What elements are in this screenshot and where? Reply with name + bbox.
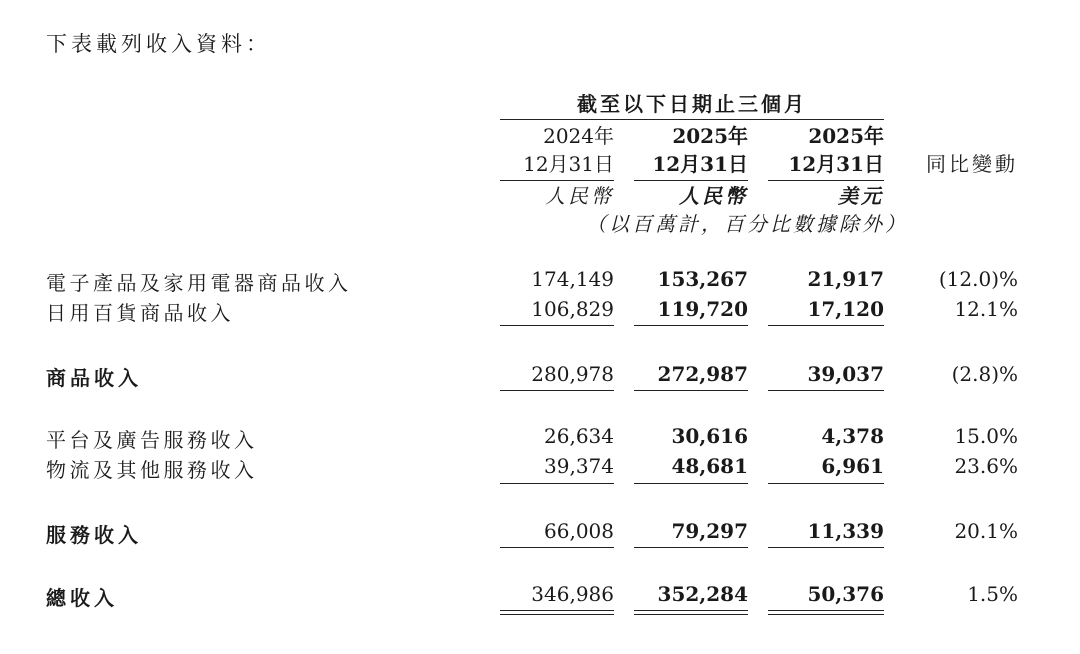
subtotal-rule <box>634 547 748 548</box>
row-value-2025-usd: 21,917 <box>807 267 884 291</box>
row-label: 物流及其他服務收入 <box>46 458 258 482</box>
row-label-total: 總收入 <box>46 586 118 610</box>
unit-note: （以百萬計，百分比數據除外） <box>586 212 908 236</box>
row-yoy: 12.1% <box>954 297 1018 321</box>
row-value-2025-rmb: 352,284 <box>657 582 748 606</box>
subtotal-rule <box>768 390 884 391</box>
subtotal-rule <box>634 483 748 484</box>
row-value-2025-usd: 39,037 <box>807 362 884 386</box>
total-double-rule <box>634 610 748 611</box>
row-yoy: (12.0)% <box>938 267 1018 291</box>
col3-header-rule <box>768 180 884 181</box>
row-yoy: 23.6% <box>954 454 1018 478</box>
intro-text: 下表載列收入資料： <box>46 32 271 56</box>
row-value-2025-usd: 6,961 <box>821 454 884 478</box>
col1-year: 2024年 <box>543 124 614 148</box>
col1-date: 12月31日 <box>523 152 614 176</box>
subtotal-rule <box>500 390 614 391</box>
row-value-2025-usd: 17,120 <box>807 297 884 321</box>
period-group-header: 截至以下日期止三個月 <box>577 92 807 116</box>
row-value-2024: 174,149 <box>531 267 614 291</box>
row-value-2025-rmb: 48,681 <box>671 454 748 478</box>
row-value-2025-rmb: 153,267 <box>657 267 748 291</box>
subtotal-rule <box>634 390 748 391</box>
row-value-2024: 66,008 <box>544 519 614 543</box>
subtotal-rule <box>768 325 884 326</box>
subtotal-rule <box>634 325 748 326</box>
row-label-subtotal: 服務收入 <box>46 523 142 547</box>
col1-currency: 人民幣 <box>545 184 614 208</box>
row-value-2025-usd: 11,339 <box>807 519 884 543</box>
subtotal-rule <box>768 483 884 484</box>
col1-header-rule <box>500 180 614 181</box>
col2-year: 2025年 <box>672 124 748 148</box>
row-value-2024: 346,986 <box>531 582 614 606</box>
subtotal-rule <box>500 325 614 326</box>
col3-date: 12月31日 <box>788 152 884 176</box>
row-value-2024: 39,374 <box>544 454 614 478</box>
row-yoy: (2.8)% <box>951 362 1018 386</box>
row-value-2025-rmb: 119,720 <box>657 297 748 321</box>
total-double-rule <box>768 614 884 615</box>
total-double-rule <box>500 614 614 615</box>
row-value-2025-usd: 50,376 <box>807 582 884 606</box>
row-yoy: 15.0% <box>954 424 1018 448</box>
row-yoy: 1.5% <box>967 582 1018 606</box>
row-value-2025-rmb: 79,297 <box>671 519 748 543</box>
yoy-header: 同比變動 <box>926 152 1018 176</box>
row-value-2025-usd: 4,378 <box>821 424 884 448</box>
row-label: 電子產品及家用電器商品收入 <box>46 271 352 295</box>
total-double-rule <box>634 614 748 615</box>
total-double-rule <box>500 610 614 611</box>
col3-currency: 美元 <box>838 184 884 208</box>
subtotal-rule <box>500 483 614 484</box>
row-value-2024: 280,978 <box>531 362 614 386</box>
subtotal-rule <box>500 547 614 548</box>
row-label: 平台及廣告服務收入 <box>46 428 258 452</box>
row-value-2025-rmb: 30,616 <box>671 424 748 448</box>
header-rule <box>500 119 884 120</box>
total-double-rule <box>768 610 884 611</box>
row-yoy: 20.1% <box>954 519 1018 543</box>
row-value-2024: 106,829 <box>531 297 614 321</box>
subtotal-rule <box>768 547 884 548</box>
row-label-subtotal: 商品收入 <box>46 366 142 390</box>
row-label: 日用百貨商品收入 <box>46 301 234 325</box>
col2-currency: 人民幣 <box>679 184 748 208</box>
row-value-2024: 26,634 <box>544 424 614 448</box>
row-value-2025-rmb: 272,987 <box>657 362 748 386</box>
col2-header-rule <box>634 180 748 181</box>
col2-date: 12月31日 <box>652 152 748 176</box>
col3-year: 2025年 <box>808 124 884 148</box>
